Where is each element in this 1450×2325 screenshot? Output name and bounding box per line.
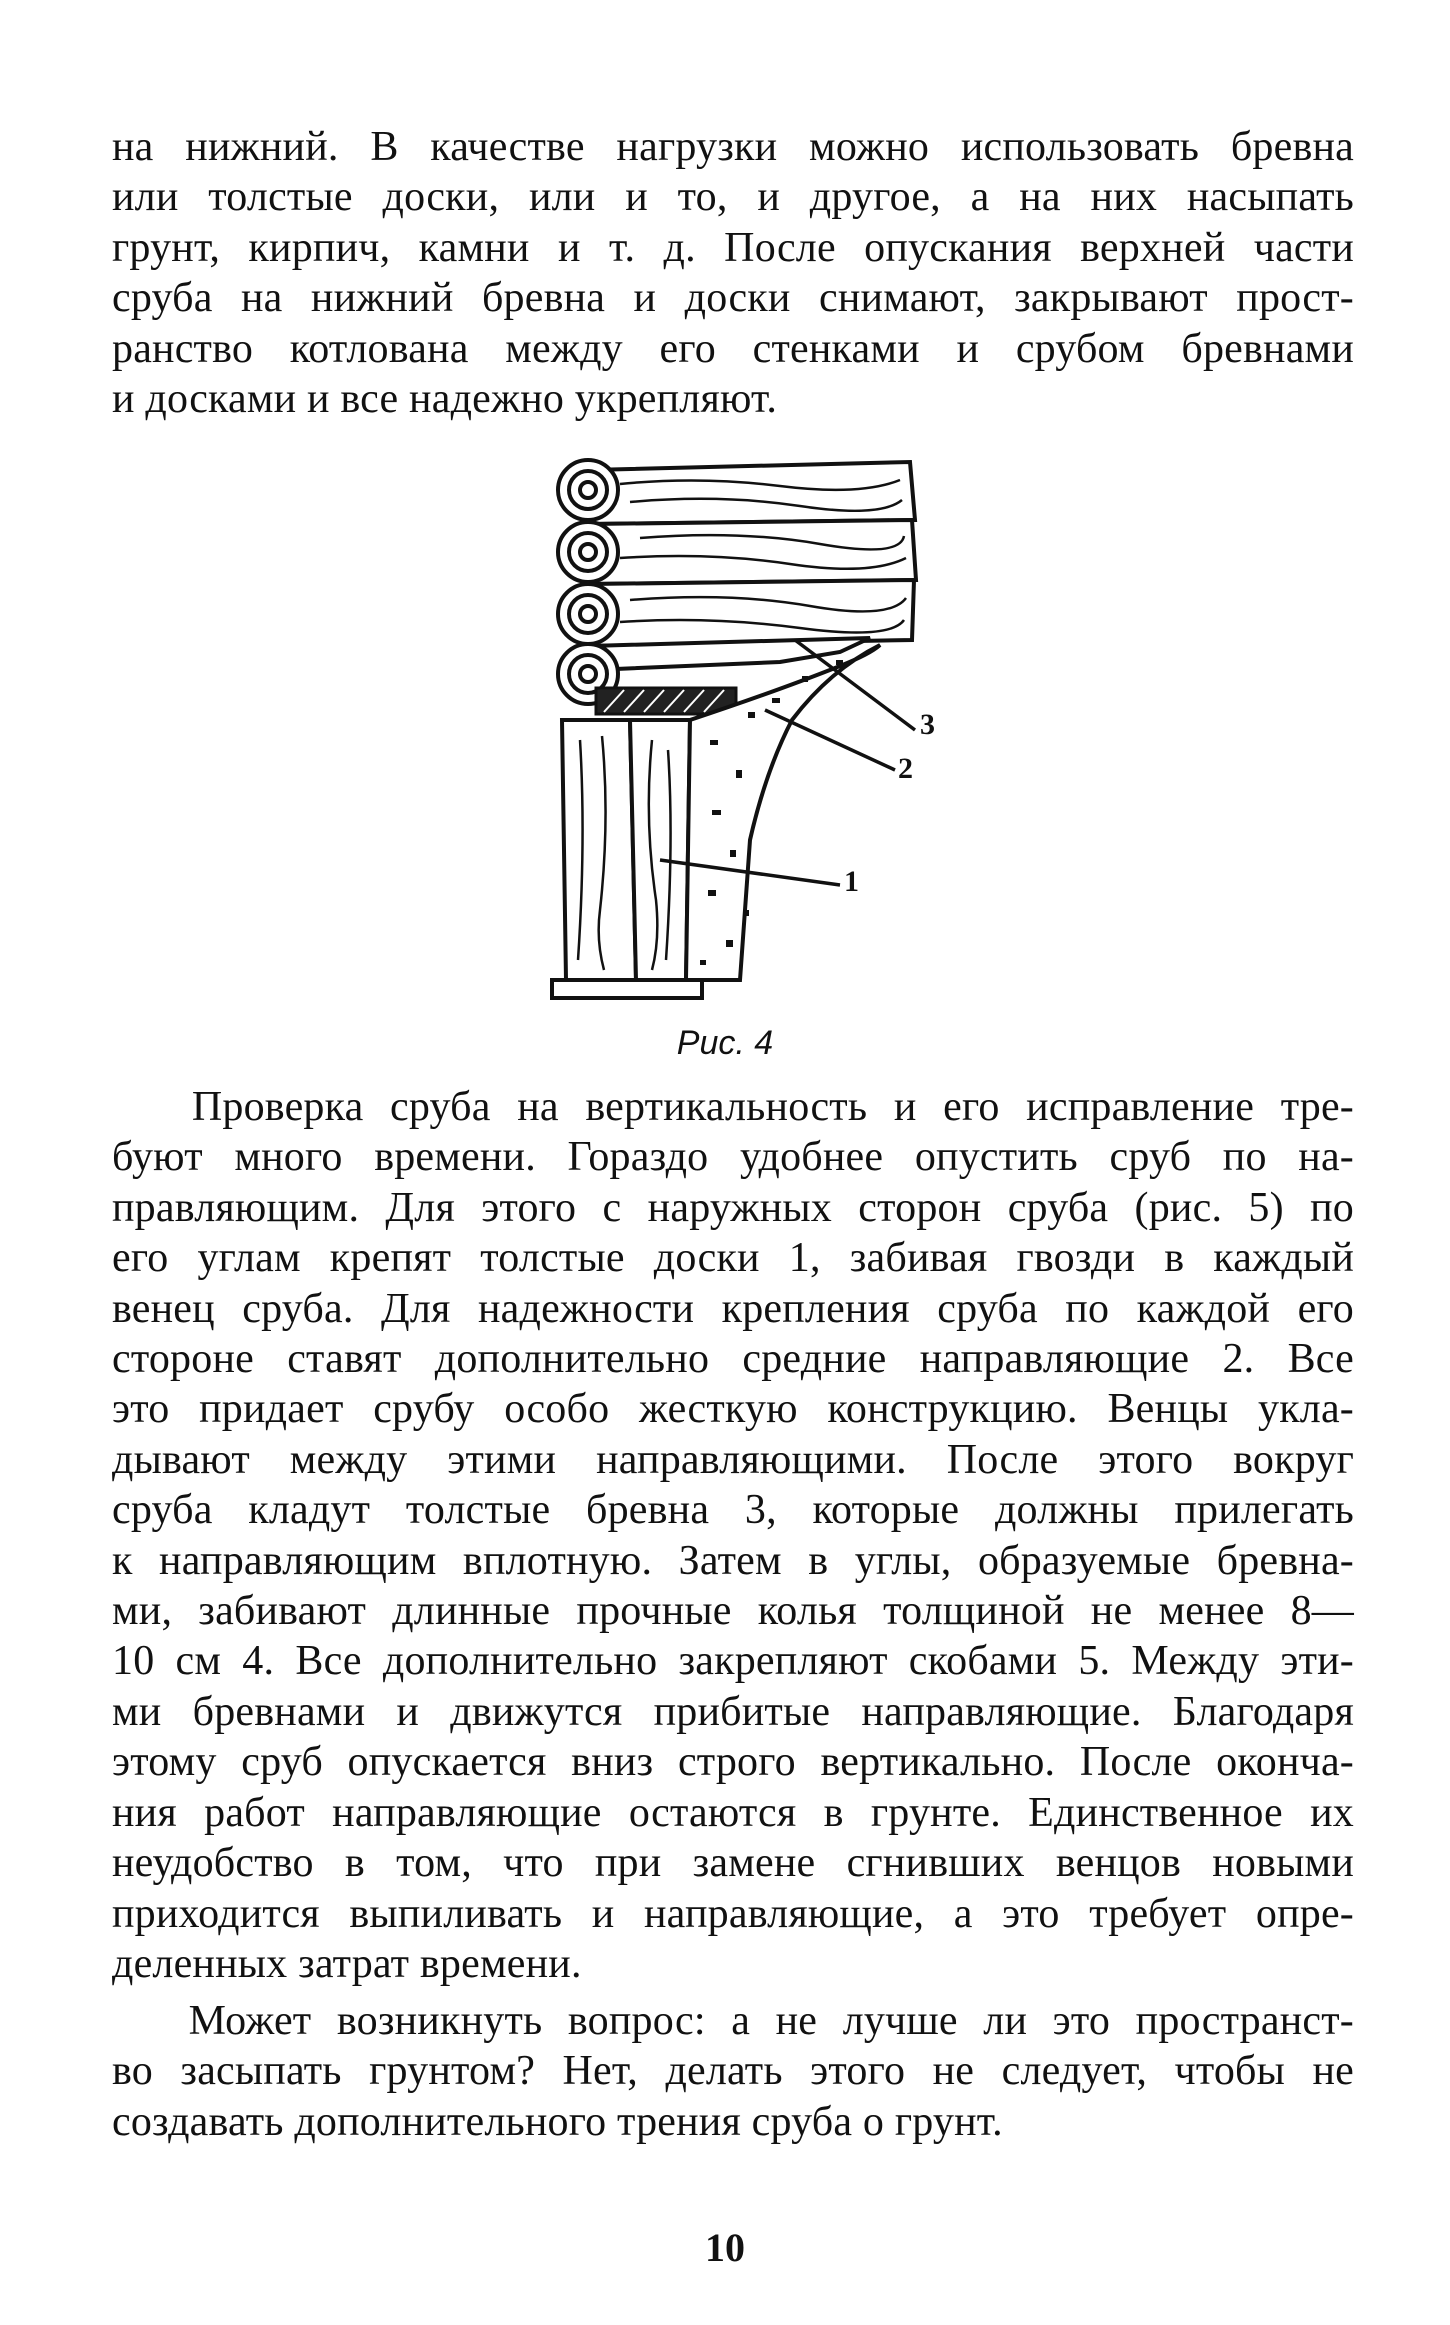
- text-line: и досками и все надежно укрепляют.: [112, 376, 778, 423]
- text-line: ния работ направляющие остаются в грунте. Единственное их: [112, 1789, 1354, 1836]
- callout-label-2: 2: [898, 752, 913, 785]
- diagram-drawing: [540, 440, 980, 1020]
- text-line: сруба на нижний бревна и доски снимают, закрывают прост-: [112, 275, 1354, 322]
- text-line: сруба кладут толстые бревна 3, которые должны прилегать: [112, 1487, 1354, 1534]
- figure-caption: Рис. 4: [676, 1024, 774, 1062]
- figure-4-log-frame-diagram: [540, 440, 980, 1020]
- paragraph-2: [112, 1082, 1354, 1989]
- text-line: ми, забивают длинные прочные колья толщиной не менее 8—: [112, 1588, 1354, 1635]
- text-line: венец сруба. Для надежности крепления сруба по каждой его: [112, 1285, 1354, 1332]
- text-line: неудобство в том, что при замене сгнивших венцов новыми: [112, 1840, 1354, 1887]
- paragraph-3: [112, 1996, 1354, 2147]
- text-line: к направляющим вплотную. Затем в углы, образуемые бревна-: [112, 1537, 1354, 1584]
- text-line: ранство котлована между его стенками и срубом бревнами: [112, 325, 1354, 372]
- text-line: буют много времени. Гораздо удобнее опустить сруб по на-: [112, 1134, 1354, 1181]
- text-line: это придает срубу особо жесткую конструкцию. Венцы укла-: [112, 1386, 1354, 1433]
- text-line: дывают между этими направляющими. После этого вокруг: [112, 1436, 1354, 1483]
- callout-label-3: 3: [920, 708, 935, 741]
- text-line: на нижний. В качестве нагрузки можно использовать бревна: [112, 124, 1354, 170]
- text-line: ми бревнами и движутся прибитые направляющие. Благодаря: [112, 1688, 1354, 1735]
- text-line: правляющим. Для этого с наружных сторон сруба (рис. 5) по: [112, 1184, 1354, 1231]
- text-line: приходится выпиливать и направляющие, а это требует опре-: [112, 1890, 1354, 1937]
- paragraph-1: [112, 122, 1354, 424]
- text-line: этому сруб опускается вниз строго вертикально. После оконча-: [112, 1739, 1354, 1786]
- text-line: грунт, кирпич, камни и т. д. После опускания верхней части: [112, 224, 1354, 271]
- text-line: Может возникнуть вопрос: а не лучше ли это пространст-: [112, 1998, 1354, 2044]
- callout-label-1: 1: [844, 865, 859, 898]
- page-number: 10: [705, 2225, 745, 2270]
- text-line: или толстые доски, или и то, и другое, а на них насыпать: [112, 174, 1354, 221]
- text-line: создавать дополнительного трения сруба о грунт.: [112, 2098, 1003, 2145]
- text-line: стороне ставят дополнительно средние направляющие 2. Все: [112, 1336, 1354, 1383]
- text-line: во засыпать грунтом? Нет, делать этого не следует, чтобы не: [112, 2048, 1354, 2095]
- text-line: его углам крепят толстые доски 1, забивая гвозди в каждый: [112, 1235, 1354, 1282]
- text-line: Проверка сруба на вертикальность и его исправление тре-: [112, 1084, 1354, 1130]
- text-line: 10 см 4. Все дополнительно закрепляют скобами 5. Между эти-: [112, 1638, 1354, 1685]
- text-line: деленных затрат времени.: [112, 1940, 582, 1987]
